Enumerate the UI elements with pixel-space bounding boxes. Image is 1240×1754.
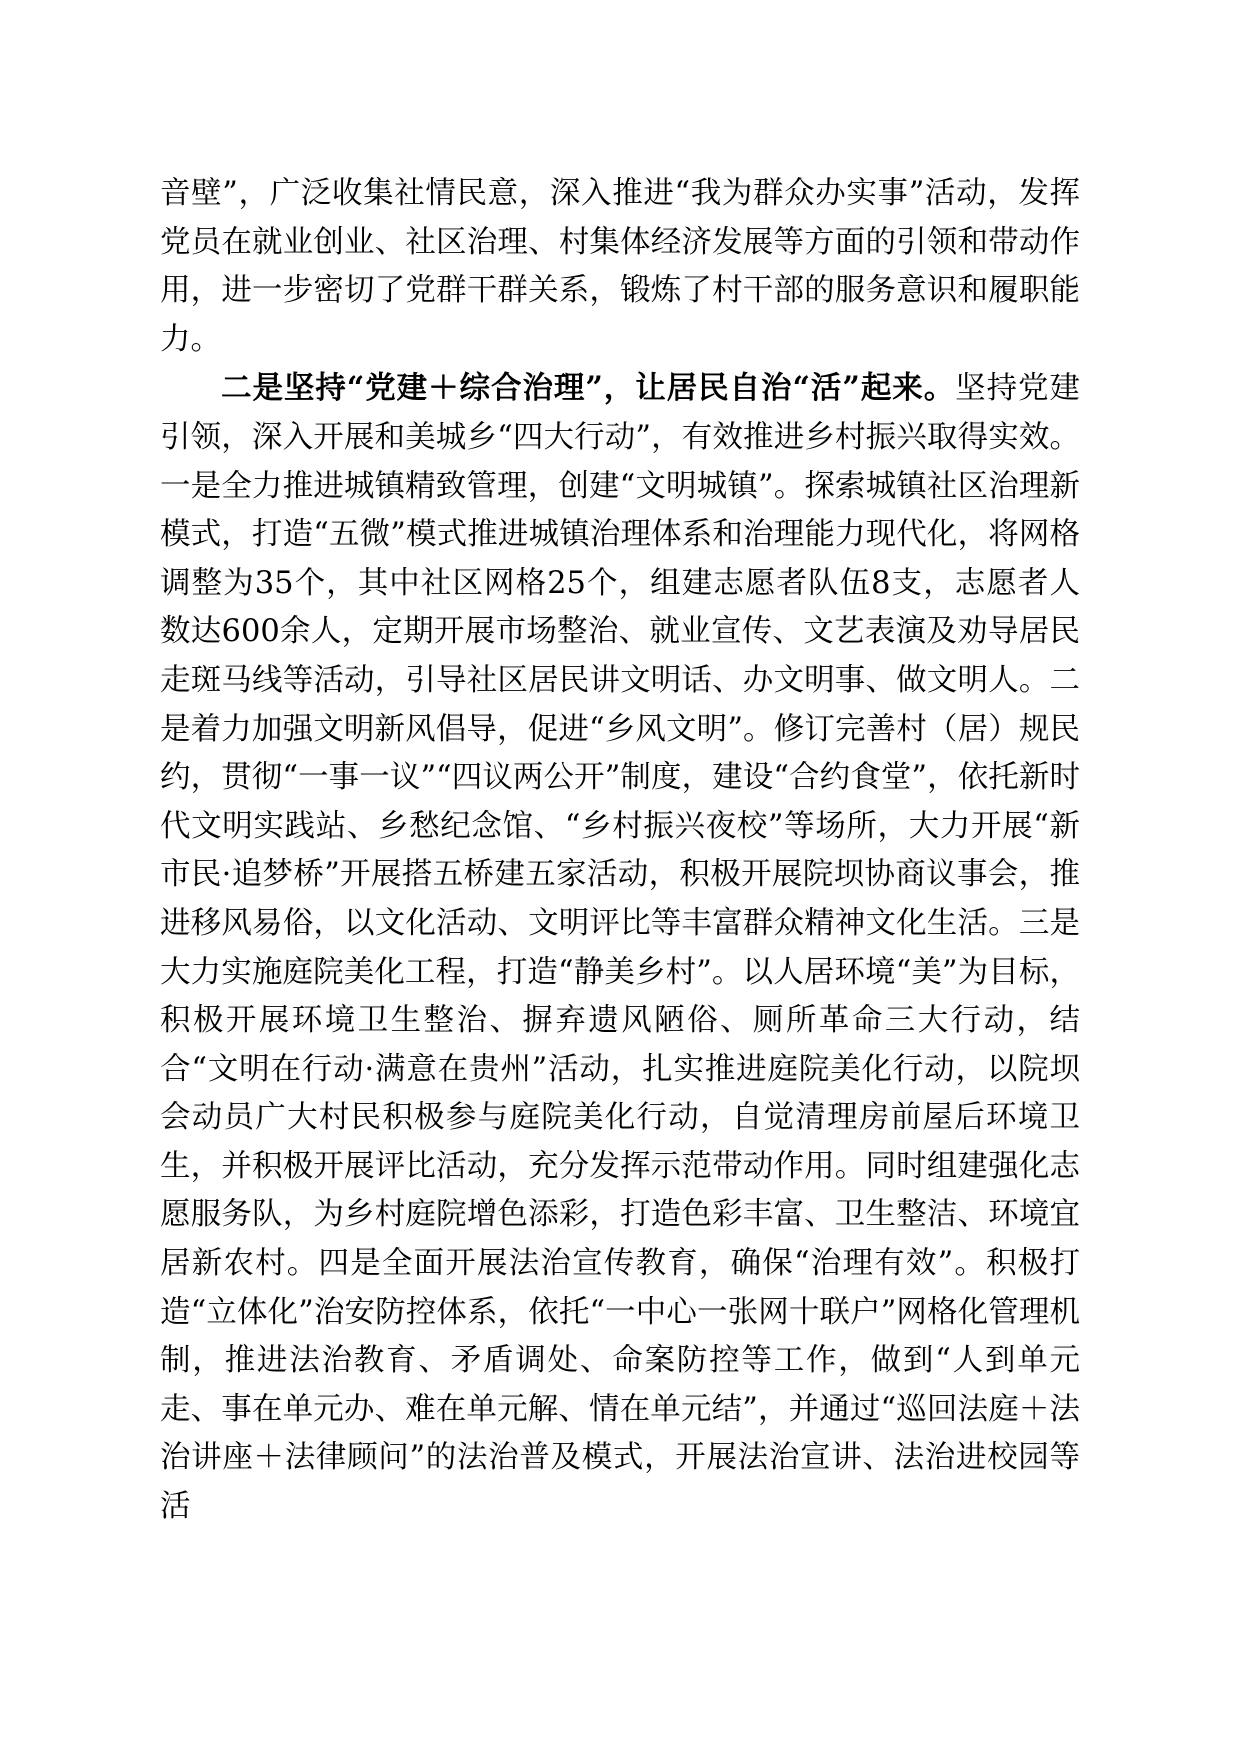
paragraph-continued: 音壁”，广泛收集社情民意，深入推进“我为群众办实事”活动，发挥党员在就业创业、社区治理、村集体经济发展等方面的引领和带动作用，进一步密切了党群干群关系，锻炼了村干部的服务意识和履职能力。 [160,176,1080,357]
document-body [160,170,1080,1532]
paragraph-section-two [160,364,1080,1531]
section-heading: 二是坚持“党建＋综合治理”，让居民自治“活”起来。 [221,370,956,407]
section-body: 坚持党建引领，深入开展和美城乡“四大行动”，有效推进乡村振兴取得实效。一是全力推进城镇精致管理，创建“文明城镇”。探索城镇社区治理新模式，打造“五微”模式推进城镇治理体系和治理能力现代化，将网格调整为35个，其中社区网格25个，组建志愿者队伍8支，志愿者人数达600余人，定期开展市场整治、就业宣传、文艺表演及劝导居民走斑马线等活动，引导社区居民讲文明话、办文明事、做文明人。二是着力加强文明新风倡导，促进“乡风文明”。修订完善村（居）规民约，贯彻“一事一议”“四议两公开”制度，建设“合约食堂”，依托新时代文明实践站、乡愁纪念馆、“乡村振兴夜校”等场所，大力开展“新市民·追梦桥”开展搭五桥建五家活动，积极开展院坝协商议事会，推进移风易俗，以文化活动、文明评比等丰富群众精神文化生活。三是大力实施庭院美化工程，打造“静美乡村”。以人居环境“美”为目标，积极开展环境卫生整治、摒弃遗风陋俗、厕所革命三大行动，结合“文明在行动·满意在贵州”活动，扎实推进庭院美化行动，以院坝会动员广大村民积极参与庭院美化行动，自觉清理房前屋后环境卫生，并积极开展评比活动，充分发挥示范带动作用。同时组建强化志愿服务队，为乡村庭院增色添彩，打造色彩丰富、卫生整洁、环境宜居新农村。四是全面开展法治宣传教育，确保“治理有效”。积极打造“立体化”治安防控体系，依托“一中心一张网十联户”网格化管理机制，推进法治教育、矛盾调处、命案防控等工作，做到“人到单元走、事在单元办、难在单元解、情在单元结”，并通过“巡回法庭＋法治讲座＋法律顾问”的法治普及模式，开展法治宣讲、法治进校园等活 [160,371,1080,1525]
